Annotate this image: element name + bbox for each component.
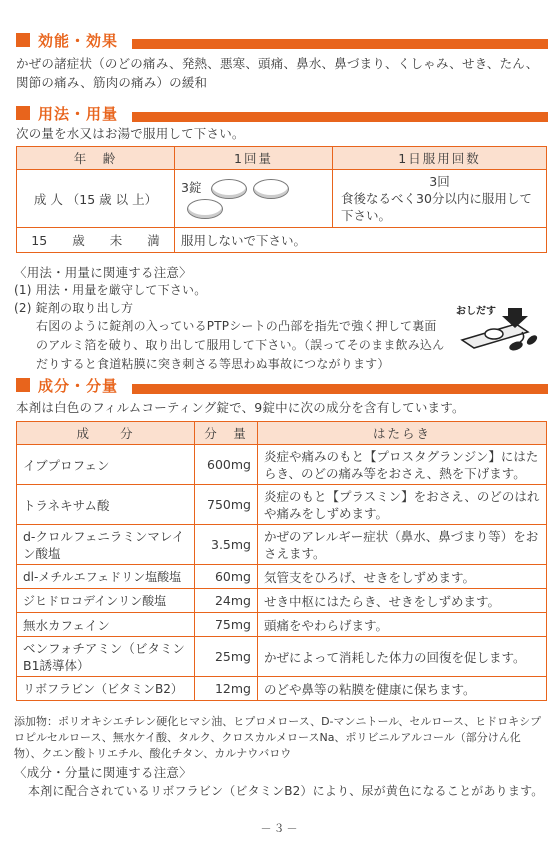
adult-note: 食後なるべく30分以内に服用して下さい。 <box>341 191 532 223</box>
header-daily-times: 1日服用回数 <box>333 147 547 170</box>
ingredients-note-text: 本剤に配合されているリボフラビン（ビタミンB2）により、尿が黄色になることがあります。 <box>28 784 544 798</box>
header-amount: 分 量 <box>195 422 258 445</box>
ingredient-name: ベンフォチアミン（ビタミンB1誘導体） <box>17 637 195 677</box>
ingredient-amount: 25mg <box>195 637 258 677</box>
ingredient-effect: のどや鼻等の粘膜を健康に保ちます。 <box>258 677 547 701</box>
header-age: 年 齢 <box>17 147 175 170</box>
ptp-pushout-illustration <box>456 302 546 358</box>
child-note: 服用しないで下さい。 <box>175 228 547 253</box>
table-row <box>17 525 547 565</box>
page-number: －３－ <box>260 822 300 835</box>
section-title: 用法・用量 <box>38 103 128 125</box>
ingredient-name: dl-メチルエフェドリン塩酸塩 <box>17 565 195 589</box>
table-row <box>17 445 547 485</box>
ingredient-amount: 75mg <box>195 613 258 637</box>
header-function: はたらき <box>258 422 547 445</box>
adult-dose: 3錠 <box>181 180 202 196</box>
header-ingredient: 成 分 <box>17 422 195 445</box>
ingredient-name: ジヒドロコデインリン酸塩 <box>17 589 195 613</box>
ingredient-effect: せき中枢にはたらき、せきをしずめます。 <box>258 589 547 613</box>
header-square-marker <box>16 378 30 392</box>
tablet-icon <box>187 199 223 219</box>
table-row <box>17 637 547 677</box>
adult-times-cell <box>333 170 547 228</box>
dosage-note-2-detail: 右図のように錠剤の入っているPTPシートの凸部を指先で強く押して裏面のアルミ箔を破り、取り出して服用して下さい。（誤ってそのまま飲み込んだりすると食道粘膜に突き刺さる等思わぬ事故につながります） <box>36 319 445 371</box>
adult-dose-cell <box>175 170 333 228</box>
pushout-label: おしだす <box>456 306 496 317</box>
ptp-sheet-icon <box>456 302 546 358</box>
ingredient-amount: 3.5mg <box>195 525 258 565</box>
dosage-note-2: (2) 錠剤の取り出し方 <box>14 301 134 315</box>
header-square-marker <box>16 106 30 120</box>
adult-times: 3回 <box>429 174 450 189</box>
ingredient-effect: かぜによって消耗した体力の回復を促します。 <box>258 637 547 677</box>
ingredient-effect: 頭痛をやわらげます。 <box>258 613 547 637</box>
table-row <box>17 485 547 525</box>
ingredient-effect: 炎症のもと【プラスミン】をおさえ、のどのはれや痛みをしずめます。 <box>258 485 547 525</box>
dosage-intro: 次の量を水又はお湯で服用して下さい。 <box>16 126 245 141</box>
header-rule <box>132 39 548 49</box>
efficacy-text: かぜの諸症状（のどの痛み、発熱、悪寒、頭痛、鼻水、鼻づまり、くしゃみ、せき、たん、関節の痛み、筋肉の痛み）の緩和 <box>16 56 539 90</box>
ingredient-name: トラネキサム酸 <box>17 485 195 525</box>
additives-text: 添加物：ポリオキシエチレン硬化ヒマシ油、ヒプロメロース、D-マンニトール、セルロース、ヒドロキシプロピルセルロース、無水ケイ酸、タルク、クロスカルメロースNa、ポリビニルアルコール（部分けん化物）、クエン酸トリエチル、酸化チタン、カルナウバロウ <box>14 715 542 760</box>
table-row <box>17 589 547 613</box>
ingredients-table <box>16 421 547 701</box>
ingredient-effect: かぜのアレルギー症状（鼻水、鼻づまり等）をおさえます。 <box>258 525 547 565</box>
section-header-dosage <box>12 103 548 125</box>
child-age: 15 歳 未 満 <box>17 228 175 253</box>
ingredient-amount: 12mg <box>195 677 258 701</box>
ingredient-name: イブプロフェン <box>17 445 195 485</box>
ingredients-intro: 本剤は白色のフィルムコーティング錠で、9錠中に次の成分を含有しています。 <box>16 400 465 415</box>
ingredient-effect: 気管支をひろげ、せきをしずめます。 <box>258 565 547 589</box>
ingredient-amount: 60mg <box>195 565 258 589</box>
header-rule <box>132 112 548 122</box>
dosage-note-1: (1) 用法・用量を厳守して下さい。 <box>14 283 207 297</box>
table-row <box>17 613 547 637</box>
adult-age: 成 人 （15 歳 以 上） <box>17 170 175 228</box>
tablet-icon <box>253 179 289 199</box>
ingredient-name: 無水カフェイン <box>17 613 195 637</box>
tablet-icon <box>211 179 247 199</box>
section-header-ingredients <box>12 375 548 397</box>
ingredient-amount: 24mg <box>195 589 258 613</box>
dosage-notes-heading: 〈用法・用量に関連する注意〉 <box>14 265 192 280</box>
section-title: 効能・効果 <box>38 30 128 52</box>
header-single-dose: 1回量 <box>175 147 333 170</box>
header-square-marker <box>16 33 30 47</box>
table-row <box>17 677 547 701</box>
ingredient-amount: 750mg <box>195 485 258 525</box>
header-rule <box>132 384 548 394</box>
section-header-efficacy <box>12 30 548 52</box>
ingredient-effect: 炎症や痛みのもと【プロスタグランジン】にはたらき、のどの痛み等をおさえ、熱を下げます。 <box>258 445 547 485</box>
section-title: 成分・分量 <box>38 375 128 397</box>
ingredients-note-heading: 〈成分・分量に関連する注意〉 <box>14 765 192 780</box>
ingredient-name: リボフラビン（ビタミンB2） <box>17 677 195 701</box>
ingredient-name: d-クロルフェニラミンマレイン酸塩 <box>17 525 195 565</box>
table-row <box>17 565 547 589</box>
ingredient-amount: 600mg <box>195 445 258 485</box>
dosage-table <box>16 146 547 253</box>
